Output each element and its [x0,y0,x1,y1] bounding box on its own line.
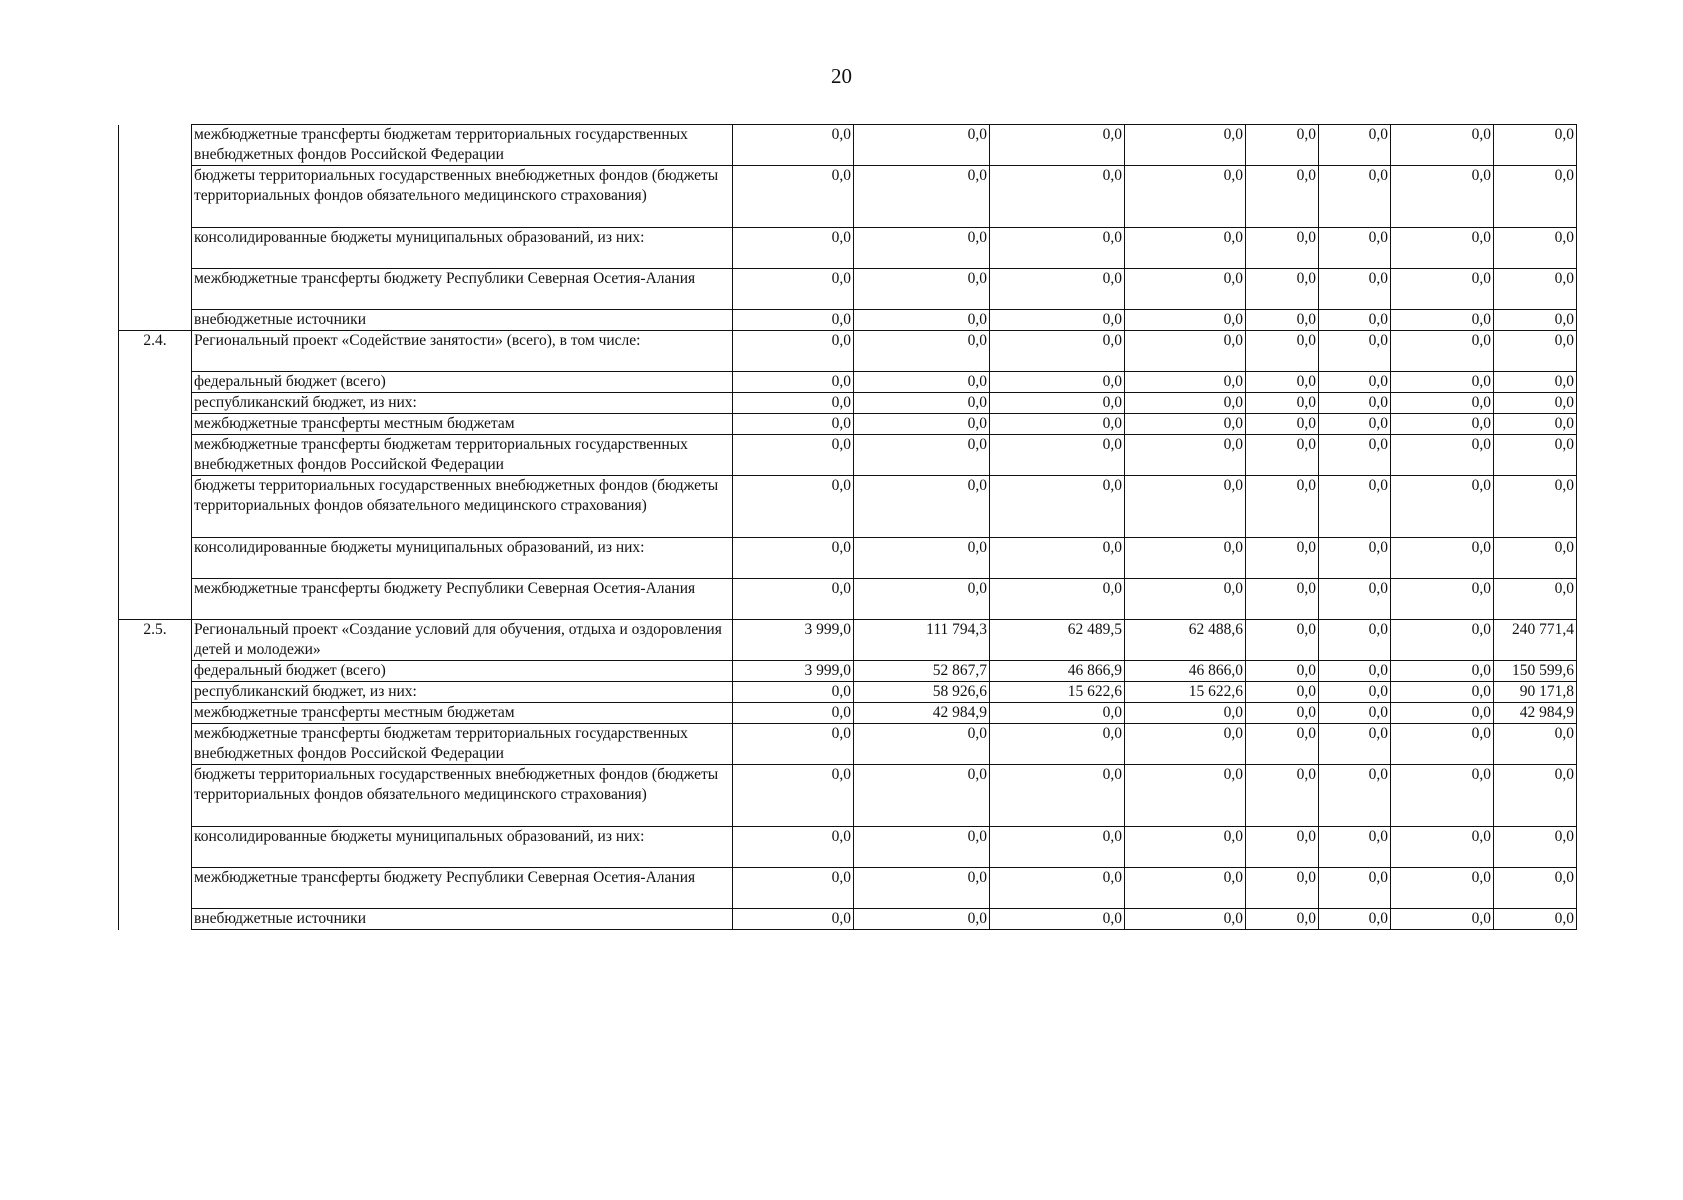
value-cell: 0,0 [1494,868,1577,909]
value-cell: 0,0 [1246,476,1319,538]
value-cell: 0,0 [733,228,854,269]
value-cell: 0,0 [1494,269,1577,310]
value-cell: 0,0 [990,765,1125,827]
row-index-cell: 2.4. [119,331,192,372]
value-cell: 0,0 [733,579,854,620]
row-index-cell [119,538,192,579]
value-cell: 0,0 [990,310,1125,331]
value-cell: 150 599,6 [1494,661,1577,682]
value-cell: 0,0 [1125,827,1246,868]
value-cell: 0,0 [1391,579,1494,620]
row-label-cell: бюджеты территориальных государственных внебюджетных фондов (бюджеты территориальных фондов обязательного медицинского страхования) [192,476,733,538]
value-cell: 0,0 [854,372,990,393]
value-cell: 0,0 [1125,538,1246,579]
value-cell: 0,0 [1246,538,1319,579]
value-cell: 42 984,9 [854,703,990,724]
row-label-cell: консолидированные бюджеты муниципальных образований, из них: [192,827,733,868]
value-cell: 0,0 [990,703,1125,724]
value-cell: 0,0 [990,909,1125,930]
value-cell: 0,0 [1246,331,1319,372]
value-cell: 0,0 [1125,331,1246,372]
table-row [119,372,1577,393]
table-row [119,393,1577,414]
value-cell: 0,0 [1319,909,1391,930]
value-cell: 0,0 [1391,538,1494,579]
value-cell: 0,0 [1494,331,1577,372]
value-cell: 15 622,6 [1125,682,1246,703]
value-cell: 46 866,9 [990,661,1125,682]
row-index-cell [119,166,192,228]
value-cell: 0,0 [1125,372,1246,393]
value-cell: 62 488,6 [1125,620,1246,661]
table-body [119,125,1577,930]
value-cell: 0,0 [733,125,854,166]
value-cell: 15 622,6 [990,682,1125,703]
value-cell: 0,0 [854,724,990,765]
value-cell: 0,0 [1391,228,1494,269]
table-row [119,661,1577,682]
table-row [119,765,1577,827]
value-cell: 0,0 [1319,724,1391,765]
row-index-cell [119,393,192,414]
table-row [119,435,1577,476]
value-cell: 0,0 [1391,372,1494,393]
value-cell: 0,0 [1319,661,1391,682]
value-cell: 0,0 [1246,579,1319,620]
value-cell: 0,0 [1494,827,1577,868]
row-index-cell [119,310,192,331]
value-cell: 0,0 [1391,331,1494,372]
row-index-cell [119,909,192,930]
value-cell: 0,0 [733,166,854,228]
value-cell: 0,0 [1494,393,1577,414]
value-cell: 0,0 [1319,827,1391,868]
table-row [119,827,1577,868]
budget-table [118,124,1577,930]
row-label-cell: Региональный проект «Содействие занятости» (всего), в том числе: [192,331,733,372]
value-cell: 0,0 [990,372,1125,393]
row-index-cell [119,414,192,435]
row-label-cell: межбюджетные трансферты бюджетам территориальных государственных внебюджетных фондов Российской Федерации [192,724,733,765]
value-cell: 0,0 [1246,765,1319,827]
value-cell: 0,0 [1125,414,1246,435]
value-cell: 0,0 [1494,166,1577,228]
value-cell: 42 984,9 [1494,703,1577,724]
value-cell: 0,0 [1319,269,1391,310]
value-cell: 0,0 [1125,476,1246,538]
row-label-cell: консолидированные бюджеты муниципальных образований, из них: [192,538,733,579]
value-cell: 0,0 [1319,228,1391,269]
value-cell: 0,0 [990,166,1125,228]
value-cell: 90 171,8 [1494,682,1577,703]
value-cell: 0,0 [990,435,1125,476]
value-cell: 0,0 [1494,435,1577,476]
value-cell: 0,0 [1319,435,1391,476]
value-cell: 0,0 [733,682,854,703]
value-cell: 0,0 [1391,909,1494,930]
value-cell: 0,0 [854,579,990,620]
value-cell: 0,0 [1125,579,1246,620]
row-index-cell [119,868,192,909]
table-row [119,682,1577,703]
row-index-cell [119,269,192,310]
value-cell: 0,0 [1125,125,1246,166]
value-cell: 0,0 [1246,166,1319,228]
table-row [119,868,1577,909]
value-cell: 0,0 [854,310,990,331]
value-cell: 0,0 [1494,724,1577,765]
value-cell: 0,0 [1494,414,1577,435]
value-cell: 0,0 [733,414,854,435]
row-label-cell: Региональный проект «Создание условий для обучения, отдыха и оздоровления детей и молодежи» [192,620,733,661]
value-cell: 0,0 [990,125,1125,166]
value-cell: 0,0 [1391,620,1494,661]
value-cell: 0,0 [1125,868,1246,909]
value-cell: 0,0 [1125,724,1246,765]
value-cell: 0,0 [990,331,1125,372]
value-cell: 0,0 [1125,703,1246,724]
value-cell: 0,0 [1391,724,1494,765]
table-row [119,414,1577,435]
value-cell: 0,0 [733,538,854,579]
value-cell: 0,0 [1391,310,1494,331]
row-index-cell [119,661,192,682]
row-index-cell [119,476,192,538]
value-cell: 0,0 [733,724,854,765]
row-label-cell: федеральный бюджет (всего) [192,661,733,682]
value-cell: 0,0 [733,372,854,393]
row-label-cell: федеральный бюджет (всего) [192,372,733,393]
value-cell: 0,0 [1319,414,1391,435]
value-cell: 0,0 [1246,372,1319,393]
row-label-cell: республиканский бюджет, из них: [192,682,733,703]
value-cell: 0,0 [854,909,990,930]
table-row [119,125,1577,166]
table-row [119,703,1577,724]
value-cell: 0,0 [1494,228,1577,269]
value-cell: 0,0 [1246,228,1319,269]
table-row [119,620,1577,661]
value-cell: 0,0 [1319,682,1391,703]
value-cell: 0,0 [1391,125,1494,166]
row-label-cell: межбюджетные трансферты бюджету Республики Северная Осетия-Алания [192,579,733,620]
row-index-cell [119,724,192,765]
value-cell: 0,0 [1391,393,1494,414]
value-cell: 0,0 [1246,682,1319,703]
row-index-cell: 2.5. [119,620,192,661]
row-label-cell: межбюджетные трансферты бюджету Республики Северная Осетия-Алания [192,269,733,310]
value-cell: 0,0 [1319,538,1391,579]
value-cell: 0,0 [1246,868,1319,909]
value-cell: 0,0 [733,765,854,827]
row-label-cell: межбюджетные трансферты местным бюджетам [192,414,733,435]
value-cell: 0,0 [1246,393,1319,414]
value-cell: 0,0 [1391,827,1494,868]
value-cell: 3 999,0 [733,661,854,682]
value-cell: 52 867,7 [854,661,990,682]
value-cell: 3 999,0 [733,620,854,661]
value-cell: 0,0 [990,476,1125,538]
value-cell: 0,0 [1125,435,1246,476]
row-index-cell [119,703,192,724]
value-cell: 0,0 [990,393,1125,414]
value-cell: 0,0 [1391,661,1494,682]
value-cell: 0,0 [733,435,854,476]
value-cell: 0,0 [1494,372,1577,393]
value-cell: 0,0 [1494,579,1577,620]
value-cell: 58 926,6 [854,682,990,703]
value-cell: 0,0 [1319,166,1391,228]
value-cell: 0,0 [733,868,854,909]
value-cell: 0,0 [1319,868,1391,909]
value-cell: 0,0 [854,538,990,579]
value-cell: 0,0 [733,269,854,310]
value-cell: 0,0 [1494,476,1577,538]
table-row [119,331,1577,372]
value-cell: 0,0 [1319,372,1391,393]
value-cell: 0,0 [990,538,1125,579]
value-cell: 0,0 [1494,538,1577,579]
value-cell: 0,0 [733,476,854,538]
value-cell: 0,0 [733,331,854,372]
value-cell: 0,0 [990,414,1125,435]
value-cell: 0,0 [1391,682,1494,703]
value-cell: 0,0 [1246,827,1319,868]
value-cell: 0,0 [854,331,990,372]
value-cell: 0,0 [733,827,854,868]
value-cell: 46 866,0 [1125,661,1246,682]
value-cell: 0,0 [990,579,1125,620]
value-cell: 0,0 [1319,765,1391,827]
page-number: 20 [831,64,852,88]
row-label-cell: консолидированные бюджеты муниципальных образований, из них: [192,228,733,269]
value-cell: 0,0 [854,125,990,166]
value-cell: 0,0 [1319,579,1391,620]
value-cell: 0,0 [733,909,854,930]
table-row [119,269,1577,310]
row-index-cell [119,682,192,703]
value-cell: 0,0 [1319,310,1391,331]
row-index-cell [119,827,192,868]
value-cell: 0,0 [1125,909,1246,930]
table-row [119,724,1577,765]
table-row [119,579,1577,620]
value-cell: 0,0 [990,269,1125,310]
value-cell: 0,0 [854,868,990,909]
value-cell: 0,0 [1391,703,1494,724]
value-cell: 0,0 [1319,393,1391,414]
value-cell: 0,0 [854,166,990,228]
row-label-cell: межбюджетные трансферты бюджету Республики Северная Осетия-Алания [192,868,733,909]
value-cell: 111 794,3 [854,620,990,661]
table-row [119,228,1577,269]
value-cell: 0,0 [1391,269,1494,310]
value-cell: 0,0 [1125,269,1246,310]
value-cell: 0,0 [1246,661,1319,682]
value-cell: 0,0 [1246,703,1319,724]
table-row [119,476,1577,538]
value-cell: 0,0 [1391,765,1494,827]
value-cell: 0,0 [1494,310,1577,331]
value-cell: 0,0 [990,724,1125,765]
value-cell: 0,0 [1246,724,1319,765]
value-cell: 0,0 [1391,476,1494,538]
value-cell: 0,0 [1246,414,1319,435]
value-cell: 0,0 [1494,909,1577,930]
row-label-cell: межбюджетные трансферты местным бюджетам [192,703,733,724]
row-label-cell: межбюджетные трансферты бюджетам территориальных государственных внебюджетных фондов Российской Федерации [192,125,733,166]
value-cell: 0,0 [854,228,990,269]
value-cell: 0,0 [1391,166,1494,228]
value-cell: 0,0 [1319,476,1391,538]
value-cell: 0,0 [1125,393,1246,414]
value-cell: 0,0 [1494,765,1577,827]
value-cell: 0,0 [990,228,1125,269]
value-cell: 0,0 [1494,125,1577,166]
value-cell: 0,0 [854,765,990,827]
row-label-cell: бюджеты территориальных государственных внебюджетных фондов (бюджеты территориальных фондов обязательного медицинского страхования) [192,166,733,228]
value-cell: 62 489,5 [990,620,1125,661]
value-cell: 0,0 [1125,310,1246,331]
value-cell: 0,0 [1391,414,1494,435]
value-cell: 0,0 [1391,868,1494,909]
value-cell: 0,0 [854,827,990,868]
value-cell: 0,0 [733,310,854,331]
value-cell: 0,0 [854,414,990,435]
value-cell: 0,0 [1319,125,1391,166]
value-cell: 0,0 [1246,620,1319,661]
row-index-cell [119,125,192,166]
table-row [119,310,1577,331]
row-label-cell: республиканский бюджет, из них: [192,393,733,414]
value-cell: 0,0 [733,703,854,724]
value-cell: 0,0 [1246,269,1319,310]
table-row [119,538,1577,579]
row-label-cell: внебюджетные источники [192,909,733,930]
row-index-cell [119,228,192,269]
row-label-cell: внебюджетные источники [192,310,733,331]
value-cell: 0,0 [854,393,990,414]
value-cell: 240 771,4 [1494,620,1577,661]
row-label-cell: бюджеты территориальных государственных внебюджетных фондов (бюджеты территориальных фондов обязательного медицинского страхования) [192,765,733,827]
value-cell: 0,0 [990,827,1125,868]
value-cell: 0,0 [1246,435,1319,476]
value-cell: 0,0 [854,435,990,476]
row-index-cell [119,435,192,476]
value-cell: 0,0 [733,393,854,414]
value-cell: 0,0 [854,269,990,310]
value-cell: 0,0 [1246,125,1319,166]
table-row [119,909,1577,930]
value-cell: 0,0 [1246,310,1319,331]
value-cell: 0,0 [1319,331,1391,372]
value-cell: 0,0 [1125,765,1246,827]
row-index-cell [119,372,192,393]
row-index-cell [119,765,192,827]
value-cell: 0,0 [1246,909,1319,930]
value-cell: 0,0 [1125,166,1246,228]
row-index-cell [119,579,192,620]
value-cell: 0,0 [1391,435,1494,476]
value-cell: 0,0 [854,476,990,538]
value-cell: 0,0 [1319,703,1391,724]
value-cell: 0,0 [1125,228,1246,269]
row-label-cell: межбюджетные трансферты бюджетам территориальных государственных внебюджетных фондов Российской Федерации [192,435,733,476]
value-cell: 0,0 [990,868,1125,909]
table-row [119,166,1577,228]
value-cell: 0,0 [1319,620,1391,661]
